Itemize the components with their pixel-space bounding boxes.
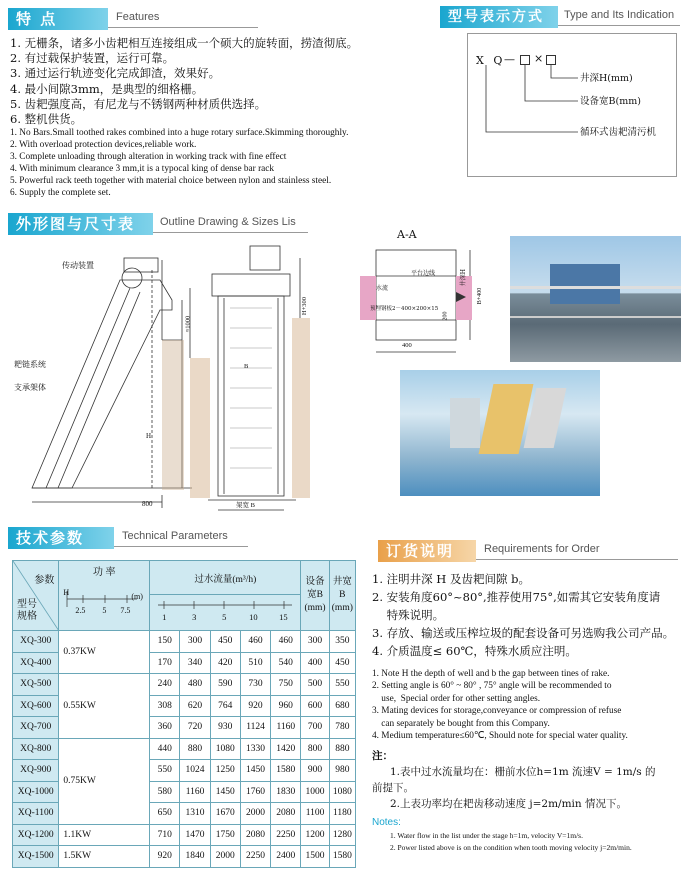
- well-cell: 980: [329, 760, 355, 782]
- req-zh-2b: 特殊说明。: [372, 608, 445, 622]
- section-aa-drawing: [360, 240, 490, 360]
- well-cell: 880: [329, 738, 355, 760]
- photo-installation-top: [510, 236, 681, 362]
- feature-zh-5: 5. 齿耙强度高，有尼龙与不锈钢两种材质供选择。: [10, 96, 267, 111]
- label-rake-chain: 耙链系统: [14, 360, 46, 369]
- feature-en-4: 4. With minimum clearance 3 mm,it is a typocal king of dense bar rack: [10, 164, 275, 175]
- width-cell: 500: [301, 674, 329, 696]
- dim-200: 200: [442, 311, 449, 321]
- table-row: [13, 674, 356, 696]
- flow-cell: 1160: [180, 781, 210, 803]
- well-cell: 350: [329, 631, 355, 653]
- width-cell: 300: [301, 631, 329, 653]
- type-times: ×: [534, 52, 544, 65]
- requirements-header: [378, 540, 678, 562]
- flow-cell: 540: [271, 652, 301, 674]
- flow-cell: 1310: [180, 803, 210, 825]
- dim-well-depth: 井深H: [460, 268, 468, 287]
- feature-en-1: 1. No Bars.Small toothed rakes combined into a huge rotary surface.Skimming thoroughly.: [10, 128, 349, 139]
- flow-cell: 2250: [240, 846, 270, 868]
- req-en-3: 3. Mating devices for storage,conveyance or compression of refuse: [372, 706, 622, 717]
- flow-cell: 710: [150, 824, 180, 846]
- well-cell: 680: [329, 695, 355, 717]
- feature-zh-3: 3. 通过运行轨迹变化完成卸渣，效果好。: [10, 66, 221, 81]
- well-cell: 1580: [329, 846, 355, 868]
- flow-cell: 730: [240, 674, 270, 696]
- flow-cell: 420: [210, 652, 240, 674]
- flow-cell: 240: [150, 674, 180, 696]
- type-label-b: 设备宽B(mm): [580, 96, 641, 107]
- hdr-power-label: 功 率: [93, 567, 116, 578]
- dim-400: 400: [402, 342, 412, 349]
- width-cell: 700: [301, 717, 329, 739]
- flow-cell: 930: [210, 717, 240, 739]
- flow-cell: 1580: [271, 760, 301, 782]
- width-cell: 400: [301, 652, 329, 674]
- hdr-power: [59, 561, 150, 631]
- power-cell: 1.1KW: [59, 824, 150, 846]
- model-cell: XQ-500: [13, 674, 59, 696]
- flow-cell: 1250: [210, 760, 240, 782]
- type-dash: —: [504, 53, 515, 66]
- well-cell: 1080: [329, 781, 355, 803]
- tech-header: [8, 527, 248, 549]
- req-zh-2: 2. 安装角度60°~80°,推荐使用75°,如需其它安装角度请: [372, 590, 661, 604]
- side-view-drawing: [12, 240, 192, 510]
- flow-cell: 1450: [210, 781, 240, 803]
- flow-cell: 2080: [240, 824, 270, 846]
- note-zh-1: 1.表中过水流量均在：栅前水位h=1m 流速V = 1m/s 的: [390, 766, 656, 779]
- width-cell: 1100: [301, 803, 329, 825]
- features-title: 特 点: [8, 8, 108, 30]
- note-en-1: 1. Water flow in the list under the stage h=1m, velocity V=1m/s.: [390, 831, 583, 841]
- model-cell: XQ-1100: [13, 803, 59, 825]
- flow-cell: 300: [180, 631, 210, 653]
- req-en-1: 1. Note H the depth of well and b the gap between tines of rake.: [372, 669, 610, 679]
- features-list: [10, 36, 450, 199]
- flow-axis-3: 3: [192, 612, 197, 622]
- flow-cell: 720: [180, 717, 210, 739]
- flow-cell: 1760: [240, 781, 270, 803]
- width-cell: 1500: [301, 846, 329, 868]
- width-cell: 900: [301, 760, 329, 782]
- table-row: [13, 846, 356, 868]
- flow-cell: 1470: [180, 824, 210, 846]
- hdr-width: 设备 宽B (mm): [301, 561, 329, 631]
- feature-en-6: 6. Supply the complete set.: [10, 188, 111, 199]
- flow-cell: 920: [150, 846, 180, 868]
- type-indication-box: [467, 33, 677, 177]
- dim-frame-b: 架宽 B: [236, 502, 255, 509]
- flow-cell: 880: [180, 738, 210, 760]
- power-axis-unit: (m): [131, 592, 143, 601]
- flow-cell: 480: [180, 674, 210, 696]
- front-view-drawing: [190, 238, 310, 518]
- table-row: [13, 631, 356, 653]
- dim-800: 800: [142, 500, 153, 508]
- width-cell: 1000: [301, 781, 329, 803]
- flow-cell: 650: [150, 803, 180, 825]
- well-cell: 1280: [329, 824, 355, 846]
- power-cell: 0.55KW: [59, 674, 150, 739]
- requirements-title: 订货说明: [378, 540, 476, 562]
- req-zh-4: 4. 介质温度≤ 60℃，特殊水质应注明。: [372, 644, 577, 658]
- note-en-2: 2. Power listed above is on the condition when tooth moving velocity j=2m/min.: [390, 843, 632, 853]
- well-cell: 780: [329, 717, 355, 739]
- label-support: 支承架体: [14, 383, 46, 392]
- flow-cell: 580: [150, 781, 180, 803]
- flow-cell: 1160: [271, 717, 301, 739]
- flow-cell: 460: [271, 631, 301, 653]
- model-cell: XQ-1000: [13, 781, 59, 803]
- flow-cell: 2000: [210, 846, 240, 868]
- flow-cell: 460: [240, 631, 270, 653]
- type-label-name: 循环式齿耙清污机: [580, 127, 657, 138]
- tech-title-en: Technical Parameters: [122, 530, 228, 542]
- flow-cell: 2000: [240, 803, 270, 825]
- type-leader-lines: [468, 34, 678, 178]
- flow-cell: 1830: [271, 781, 301, 803]
- model-cell: XQ-1500: [13, 846, 59, 868]
- features-title-en: Features: [116, 11, 160, 23]
- req-en-3b: can separately be bought from this Company.: [372, 718, 550, 729]
- power-cell: 0.75KW: [59, 738, 150, 824]
- req-en-2: 2. Setting angle is 60° ~ 80° , 75° angle will be recommended to: [372, 681, 612, 692]
- req-en-4: 4. Medium temperature≤60℃, Should note for special water quality.: [372, 731, 628, 742]
- model-cell: XQ-1200: [13, 824, 59, 846]
- power-cell: 1.5KW: [59, 846, 150, 868]
- note-zh-1b: 前提下。: [372, 782, 414, 795]
- section-aa-label: A-A: [397, 228, 417, 241]
- label-drive: 传动装置: [62, 261, 94, 270]
- label-water: 水流: [376, 285, 389, 292]
- well-cell: 550: [329, 674, 355, 696]
- feature-en-2: 2. With overload protection devices,reliable work.: [10, 140, 197, 151]
- requirements-list: [372, 570, 682, 854]
- flow-axis-10: 10: [249, 612, 258, 622]
- flow-axis-15: 15: [279, 612, 288, 622]
- hdr-model: 型号 规格: [17, 599, 37, 622]
- feature-zh-4: 4. 最小间隙3mm，是典型的细格栅。: [10, 81, 204, 96]
- model-cell: XQ-800: [13, 738, 59, 760]
- flow-cell: 450: [210, 631, 240, 653]
- power-axis-h: H: [63, 588, 70, 597]
- flow-cell: 308: [150, 695, 180, 717]
- flow-cell: 150: [150, 631, 180, 653]
- label-embed-plate: 预埋钢板2－400×200×15: [370, 306, 439, 312]
- flow-cell: 550: [150, 760, 180, 782]
- model-cell: XQ-700: [13, 717, 59, 739]
- flow-cell: 340: [180, 652, 210, 674]
- req-en-2b: use, Special order for other setting angles.: [372, 693, 541, 704]
- flow-cell: 440: [150, 738, 180, 760]
- dim-b: B: [244, 363, 249, 370]
- hdr-flow: 过水流量(m³/h): [150, 561, 301, 595]
- table-row: [13, 824, 356, 846]
- type-label-h: 井深H(mm): [580, 73, 633, 84]
- feature-zh-1: 1. 无栅条，诸多小齿耙相互连接组成一个硕大的旋转面，捞渣彻底。: [10, 36, 359, 50]
- flow-cell: 620: [180, 695, 210, 717]
- flow-cell: 1080: [210, 738, 240, 760]
- note-title-zh: 注：: [372, 750, 393, 763]
- outline-header: [8, 213, 308, 235]
- power-axis-7-5: 7.5: [120, 606, 131, 615]
- power-axis-5: 5: [102, 606, 107, 615]
- well-cell: 450: [329, 652, 355, 674]
- type-title-en: Type and Its Indication: [564, 9, 675, 21]
- feature-zh-2: 2. 有过载保护装置，运行可靠。: [10, 51, 175, 66]
- flow-cell: 764: [210, 695, 240, 717]
- width-cell: 600: [301, 695, 329, 717]
- flow-axis: [150, 595, 301, 631]
- flow-cell: 1840: [180, 846, 210, 868]
- flow-axis-5: 5: [222, 612, 227, 622]
- req-zh-3: 3. 存放、输送或压榨垃圾的配套设备可另选购我公司产品。: [372, 626, 675, 640]
- tech-title: 技术参数: [8, 527, 114, 549]
- flow-cell: 170: [150, 652, 180, 674]
- power-cell: 0.37KW: [59, 631, 150, 674]
- flow-cell: 2400: [271, 846, 301, 868]
- outline-title-en: Outline Drawing & Sizes Lis: [160, 216, 296, 228]
- label-platform: 平台边线: [411, 270, 436, 277]
- flow-cell: 2080: [271, 803, 301, 825]
- type-title: 型号表示方式: [440, 6, 558, 28]
- well-cell: 1180: [329, 803, 355, 825]
- flow-cell: 1420: [271, 738, 301, 760]
- flow-cell: 750: [271, 674, 301, 696]
- type-code-prefix: X Q: [476, 54, 506, 67]
- tech-params-table: [12, 560, 356, 868]
- flow-cell: 1124: [240, 717, 270, 739]
- table-row: [13, 738, 356, 760]
- flow-cell: 360: [150, 717, 180, 739]
- model-cell: XQ-900: [13, 760, 59, 782]
- hdr-well: 井宽 B (mm): [329, 561, 355, 631]
- outline-title: 外形图与尺寸表: [8, 213, 153, 235]
- dim-b400: B+400: [477, 287, 484, 305]
- flow-axis-1: 1: [162, 612, 167, 622]
- flow-cell: 1750: [210, 824, 240, 846]
- photo-installation-bottom: [400, 370, 600, 496]
- width-cell: 800: [301, 738, 329, 760]
- flow-cell: 510: [240, 652, 270, 674]
- power-axis-2-5: 2.5: [75, 606, 86, 615]
- model-cell: XQ-400: [13, 652, 59, 674]
- model-cell: XQ-300: [13, 631, 59, 653]
- dim-h-side: H: [146, 432, 152, 440]
- dim-h300: H+300: [301, 296, 309, 316]
- flow-cell: 960: [271, 695, 301, 717]
- flow-cell: 1330: [240, 738, 270, 760]
- type-header: [440, 6, 680, 28]
- feature-en-5: 5. Powerful rack teeth together with material choice between nylon and stainless steel.: [10, 176, 332, 187]
- flow-cell: 590: [210, 674, 240, 696]
- flow-cell: 1024: [180, 760, 210, 782]
- hdr-param: 参数: [34, 575, 55, 586]
- flow-cell: 1450: [240, 760, 270, 782]
- flow-cell: 2250: [271, 824, 301, 846]
- feature-zh-6: 6. 整机供货。: [10, 112, 83, 127]
- feature-en-3: 3. Complete unloading through alteration in working track with fine effect: [10, 152, 287, 163]
- hdr-param-model: [13, 561, 59, 631]
- req-zh-1: 1. 注明井深 H 及齿耙间隙 b。: [372, 572, 530, 586]
- note-title-en: Notes:: [372, 817, 401, 829]
- flow-cell: 920: [240, 695, 270, 717]
- model-cell: XQ-600: [13, 695, 59, 717]
- dim-1000: ≈1000: [184, 315, 192, 333]
- requirements-title-en: Requirements for Order: [484, 543, 600, 555]
- flow-cell: 1670: [210, 803, 240, 825]
- width-cell: 1200: [301, 824, 329, 846]
- note-zh-2: 2.上表功率均在耙齿移动速度 j=2m/min 情况下。: [390, 798, 627, 811]
- features-header: [8, 8, 258, 30]
